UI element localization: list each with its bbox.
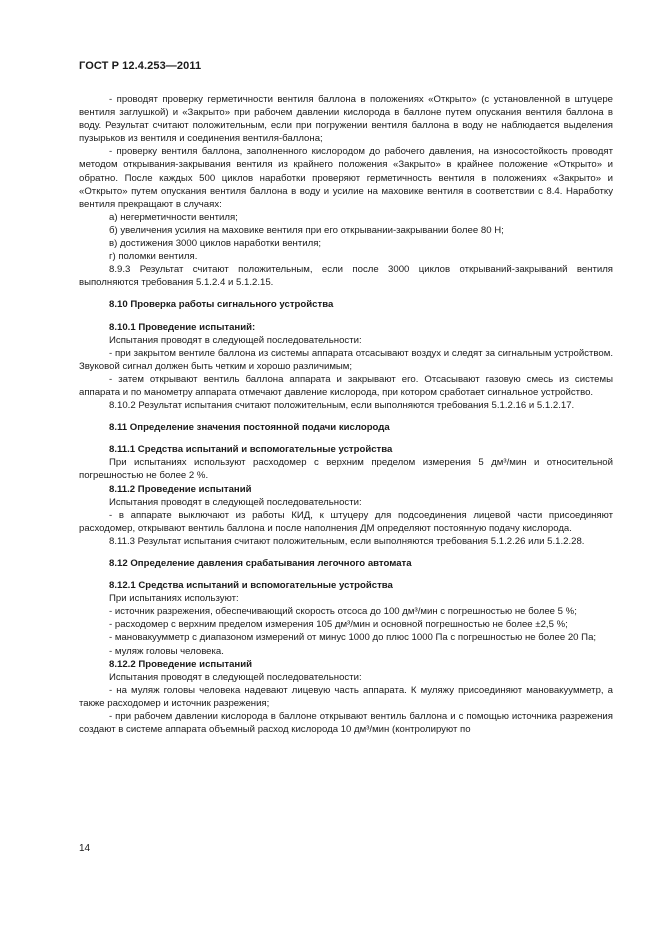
paragraph: - при закрытом вентиле баллона из системы аппарата отсасывают воздух и следят за сигнальным устройством. Звуковой сигнал должен быть четким и хорошо различимым; [79, 347, 613, 372]
paragraph: - при рабочем давлении кислорода в баллоне открывают вентиль баллона и с помощью источника разрежения создают в системе аппарата объемный расход кислорода 10 дм³/мин (контролируют по [79, 711, 613, 736]
page-number: 14 [79, 843, 91, 854]
section-heading: 8.11 Определение значения постоянной подачи кислорода [109, 422, 390, 434]
section-heading: 8.10 Проверка работы сигнального устройства [109, 299, 334, 311]
paragraph: - расходомер с верхним пределом измерения 105 дм³/мин и основной погрешностью не более ±2,5 %; [109, 619, 568, 631]
paragraph: в) достижения 3000 циклов наработки вентиля; [109, 238, 322, 250]
paragraph: Испытания проводят в следующей последовательности: [109, 671, 362, 683]
paragraph: Испытания проводят в следующей последовательности: [109, 334, 362, 346]
section-heading: 8.12 Определение давления срабатывания легочного автомата [109, 558, 412, 569]
paragraph: г) поломки вентиля. [109, 251, 198, 263]
paragraph: Испытания проводят в следующей последовательности: [109, 496, 362, 508]
paragraph: - в аппарате выключают из работы КИД, к штуцеру для подсоединения лицевой части присоединяют расходомер, открывают вентиль баллона и после наполнения ДМ определяют постоянную подачу кислорода. [79, 509, 613, 534]
subsection-heading: 8.12.1 Средства испытаний и вспомогательные устройства [109, 580, 393, 592]
paragraph: 8.11.3 Результат испытания считают положительным, если выполняются требования 5.1.2.26 или 5.1.2.28. [109, 535, 585, 547]
paragraph: - проверку вентиля баллона, заполненного кислородом до рабочего давления, на износостойкость проводят методом открывания-закрывания вентиля из крайнего положения «Закрыто» в крайнее положение «Открыто» и обратно. После каждых 500 циклов наработки проверяют герметичность вентиля в положениях «Закрыто» и «Открыто» путем опускания вентиля баллона в воду и усилие на маховике вентиля в соответствии с 8.4. Наработку вентиля прекращают в случаях: [79, 146, 613, 210]
document-body [79, 93, 613, 736]
paragraph: - мановакуумметр с диапазоном измерений от минус 1000 до плюс 1000 Па с погрешностью не более 20 Па; [109, 632, 597, 644]
paragraph: б) увеличения усилия на маховике вентиля при его открывании-закрывании более 80 Н; [109, 224, 504, 236]
paragraph: - на муляж головы человека надевают лицевую часть аппарата. К муляжу присоединяют мановакуумметр, а также расходомер и источник разрежения; [79, 684, 613, 709]
paragraph: 8.9.3 Результат считают положительным, если после 3000 циклов открываний-закрываний вентиля выполняются требования 5.1.2.4 и 5.1.2.15. [79, 264, 613, 289]
paragraph: 8.10.2 Результат испытания считают положительным, если выполняются требования 5.1.2.16 и 5.1.2.17. [109, 400, 575, 412]
page-header: ГОСТ Р 12.4.253—2011 [79, 60, 202, 72]
subsection-heading: 8.12.2 Проведение испытаний [109, 658, 253, 670]
subsection-heading: 8.11.2 Проведение испытаний [109, 483, 252, 495]
paragraph: - проводят проверку герметичности вентиля баллона в положениях «Открыто» (с установленной в штуцере вентиля заглушкой) и «Закрыто» при рабочем давлении кислорода в баллоне путем опускания вентиля баллона в воду. Результат считают положительным, если при погружении вентиля баллона в воду не наблюдается выделения пузырьков из вентиля и соединения вентиля-баллона; [79, 94, 613, 145]
subsection-heading: 8.11.1 Средства испытаний и вспомогательные устройства [109, 444, 393, 456]
paragraph: При испытаниях используют расходомер с верхним пределом измерения 5 дм³/мин и относительной погрешностью не более 2 %. [79, 457, 613, 482]
subsection-heading: 8.10.1 Проведение испытаний: [109, 321, 256, 333]
paragraph: При испытаниях используют: [109, 593, 239, 605]
paragraph: а) негерметичности вентиля; [109, 211, 238, 223]
paragraph: - муляж головы человека. [109, 645, 224, 657]
paragraph: - источник разрежения, обеспечивающий скорость отсоса до 100 дм³/мин с погрешностью не более 5 %; [109, 606, 577, 618]
paragraph: - затем открывают вентиль баллона аппарата и закрывают его. Отсасывают газовую смесь из системы аппарата и по манометру аппарата отмечают давление кислорода, при котором сработает сигнальное устройство. [79, 373, 613, 398]
